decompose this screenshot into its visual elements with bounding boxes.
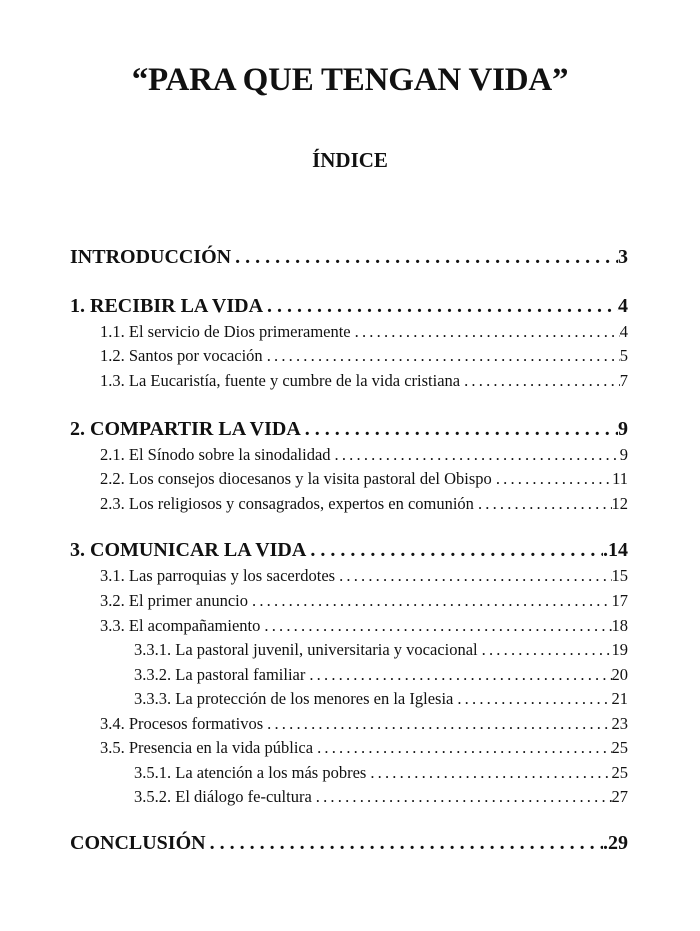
- toc-entry-label: CONCLUSIÓN: [70, 832, 206, 854]
- toc-entry-page: 25: [611, 738, 628, 757]
- index-heading: ÍNDICE: [312, 148, 388, 172]
- toc-entry-label: 1.1. El servicio de Dios primeramente: [100, 322, 351, 341]
- toc-entry-section-3: [70, 539, 628, 562]
- toc-entry-label: 1.2. Santos por vocación: [100, 346, 263, 365]
- toc-entry-3-3-1: [70, 640, 628, 660]
- toc-entry-label: 1. RECIBIR LA VIDA: [70, 295, 264, 317]
- toc-entry-page: 15: [611, 566, 628, 585]
- toc-entry-section-2: [70, 418, 628, 441]
- toc-entry-3-2: [70, 591, 628, 611]
- toc-entry-page: 25: [611, 763, 628, 782]
- toc-entry-label: 2.3. Los religiosos y consagrados, expertos en comunión: [100, 494, 474, 513]
- toc-entry-label: 3.3. El acompañamiento: [100, 616, 261, 635]
- toc-entry-page: 27: [611, 787, 628, 806]
- toc-entry-page: 19: [611, 640, 628, 659]
- toc-entry-label: 3.4. Procesos formativos: [100, 714, 264, 733]
- toc-entry-label: 3.5.2. El diálogo fe-cultura: [134, 787, 312, 806]
- toc-entry-introduccion: [70, 246, 628, 269]
- toc-entry-2-1: [70, 445, 628, 465]
- toc-entry-label: 1.3. La Eucaristía, fuente y cumbre de la vida cristiana: [100, 371, 461, 390]
- toc-entry-label: INTRODUCCIÓN: [70, 246, 232, 268]
- toc-entry-label: 3.1. Las parroquias y los sacerdotes: [100, 566, 336, 585]
- toc-entry-3-3-2: [70, 665, 628, 685]
- toc-entry-3-4: [70, 714, 628, 734]
- toc-entry-label: 2.1. El Sínodo sobre la sinodalidad: [100, 445, 331, 464]
- toc-entry-label: 3.3.3. La protección de los menores en la Iglesia: [134, 689, 454, 708]
- toc-entry-page: 21: [611, 689, 628, 708]
- toc-entry-page: 7: [619, 371, 628, 390]
- toc-entry-label: 2. COMPARTIR LA VIDA: [70, 418, 301, 440]
- toc-entry-label: 3.3.1. La pastoral juvenil, universitaria y vocacional: [134, 640, 478, 659]
- toc-entry-page: 5: [619, 346, 628, 365]
- toc-entry-page: 3: [618, 246, 628, 268]
- toc-entry-page: 9: [618, 418, 628, 440]
- toc-entry-page: 9: [619, 445, 628, 464]
- toc-entry-2-3: [70, 494, 628, 514]
- toc-entry-page: 18: [611, 616, 628, 635]
- toc-entry-label: 3. COMUNICAR LA VIDA: [70, 539, 307, 561]
- toc-entry-section-1: [70, 295, 628, 318]
- toc-entry-page: 4: [619, 322, 628, 341]
- toc-entry-2-2: [70, 469, 628, 489]
- toc-entry-page: .29: [603, 832, 628, 854]
- toc-entry-3-5-2: [70, 787, 628, 807]
- toc-entry-label: 3.2. El primer anuncio: [100, 591, 249, 610]
- toc-entry-page: 20: [611, 665, 628, 684]
- toc-entry-label: 3.3.2. La pastoral familiar: [134, 665, 306, 684]
- toc-entry-page: 11: [612, 469, 628, 488]
- toc-entry-1-2: [70, 346, 628, 366]
- toc-entry-page: .14: [603, 539, 628, 561]
- document-title: “PARA QUE TENGAN VIDA”: [131, 62, 569, 98]
- toc-entry-3-1: [70, 566, 628, 586]
- toc-entry-page: 12: [611, 494, 628, 513]
- toc-entry-3-3-3: [70, 689, 628, 709]
- toc-entry-page: 17: [611, 591, 628, 610]
- toc-entry-page: 23: [611, 714, 628, 733]
- toc-entry-label: 3.5. Presencia en la vida pública: [100, 738, 314, 757]
- toc-entry-1-3: [70, 371, 628, 391]
- toc-entry-conclusion: [70, 832, 628, 855]
- toc-entry-label: 2.2. Los consejos diocesanos y la visita pastoral del Obispo: [100, 469, 492, 488]
- toc-entry-page: 4: [618, 295, 628, 317]
- toc-entry-3-3: [70, 616, 628, 636]
- toc-entry-label: 3.5.1. La atención a los más pobres: [134, 763, 367, 782]
- toc-entry-1-1: [70, 322, 628, 342]
- toc-entry-3-5-1: [70, 763, 628, 783]
- toc-entry-3-5: [70, 738, 628, 758]
